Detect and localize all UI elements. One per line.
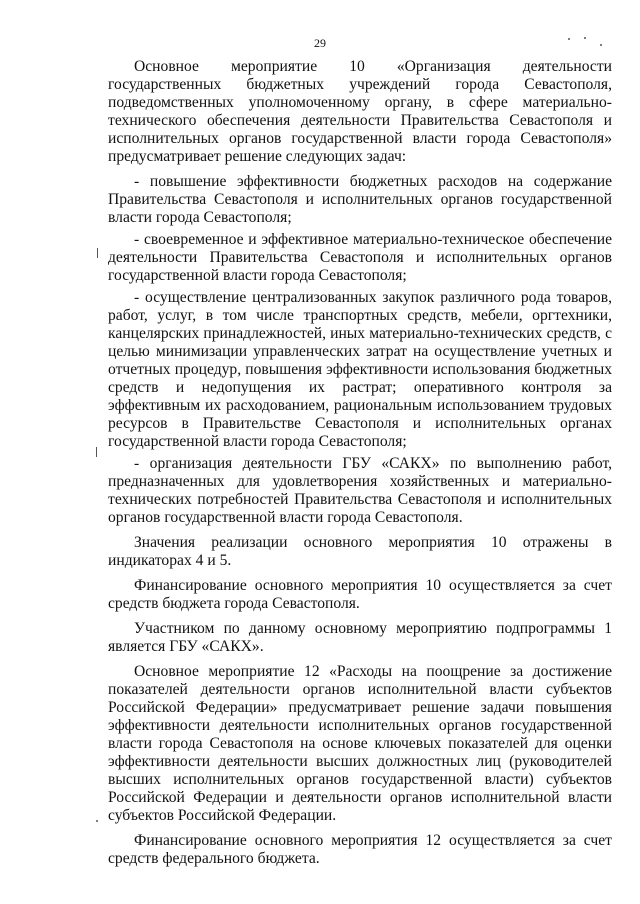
scan-speck [568,38,570,40]
list-item-material-support: - своевременное и эффективное материально-техническое обеспечение деятельности Правительства Севастополя и исполнительных органов государственной власти города Севастополя; [108,231,612,284]
page-number: 29 [314,36,326,50]
paragraph-financing-event-10: Финансирование основного мероприятия 10 осуществляется за счет средств бюджета города Севастополя. [108,577,612,612]
scan-speck [96,820,98,822]
scan-speck [584,37,586,39]
paragraph-event-10-intro: Основное мероприятие 10 «Организация деятельности государственных бюджетных учреждений города Севастополя, подведомственных уполномоченному органу, в сфере материально-технического обеспечения деятельности Правительства Севастополя и исполнительных органов государственной власти города Севастополя» предусматривает решение следующих задач: [108,58,612,165]
scan-speck [600,44,602,46]
paragraph-indicators: Значения реализации основного мероприятия 10 отражены в индикаторах 4 и 5. [108,534,612,569]
scan-speck [97,248,98,258]
list-item-gbu-sakh-organization: - организация деятельности ГБУ «САКХ» по выполнению работ, предназначенных для удовлетворения хозяйственных и материально-технических потребностей Правительства Севастополя и исполнительных органов государственной власти города Севастополя. [108,455,612,526]
list-item-budget-efficiency: - повышение эффективности бюджетных расходов на содержание Правительства Севастополя и исполнительных органов государственной власти города Севастополя; [108,173,612,226]
paragraph-participant: Участником по данному основному мероприятию подпрограммы 1 является ГБУ «САКХ». [108,620,612,655]
paragraph-financing-event-12: Финансирование основного мероприятия 12 осуществляется за счет средств федерального бюджета. [108,832,612,867]
scan-speck [96,447,97,457]
paragraph-event-12: Основное мероприятие 12 «Расходы на поощрение за достижение показателей деятельности органов исполнительной власти субъектов Российской Федерации» предусматривает решение задачи повышения эффективности деятельности исполнительных органов государственной власти города Севастополя на основе ключевых показателей для оценки эффективности деятельности высших должностных лиц (руководителей высших исполнительных органов государственной власти) субъектов Российской Федерации и деятельности органов исполнительной власти субъектов Российской Федерации. [108,663,612,824]
list-item-centralized-procurement: - осуществление централизованных закупок различного рода товаров, работ, услуг, в том числе транспортных средств, мебели, оргтехники, канцелярских принадлежностей, иных материально-технических средств, с целью минимизации управленческих затрат на осуществление учетных и отчетных процедур, повышения эффективности использования бюджетных средств и недопущения их растрат; оперативного контроля за эффективным их расходованием, рациональным использованием трудовых ресурсов в Правительстве Севастополя и исполнительных органах государственной власти города Севастополя; [108,289,612,450]
document-body [108,58,612,868]
